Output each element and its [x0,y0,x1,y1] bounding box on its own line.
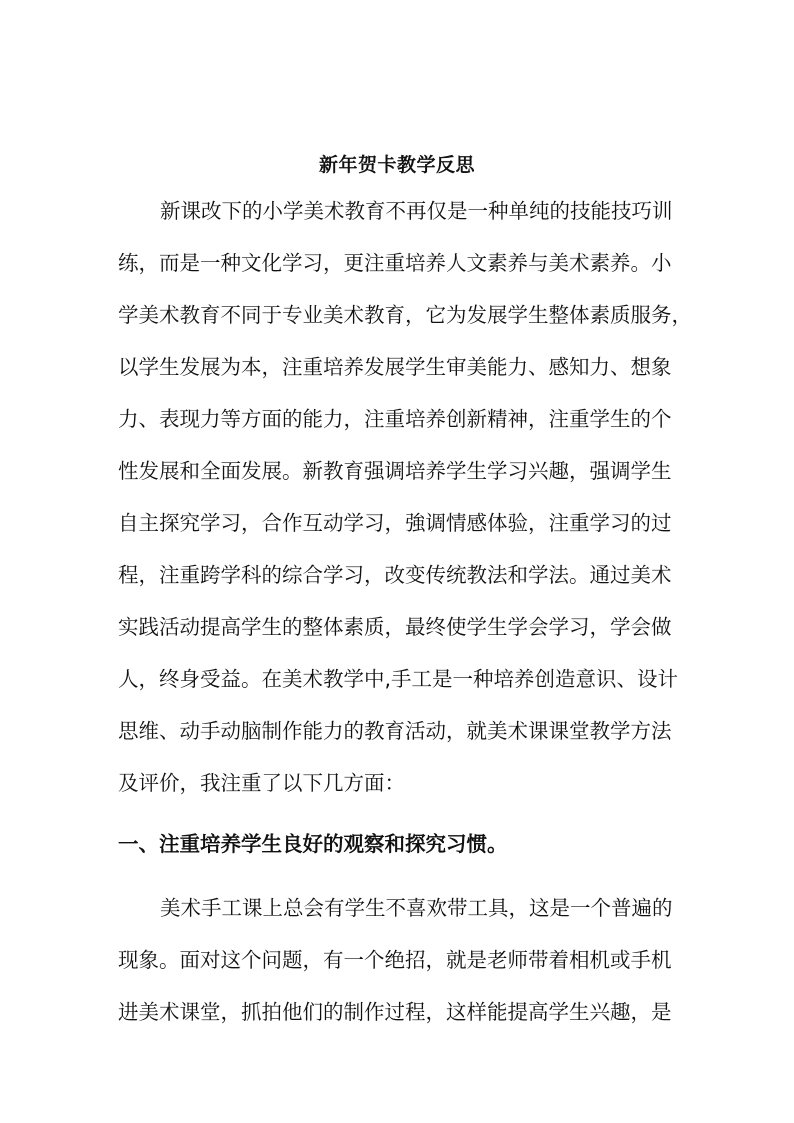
section-heading: 一、注重培养学生良好的观察和探究习惯。 [118,832,508,856]
paragraph-line: 进美术课堂，抓拍他们的制作过程，这样能提高学生兴趣，是 [118,1000,672,1024]
paragraph-line: 人，终身受益。在美术教学中,手工是一种培养创造意识、设计 [118,667,679,691]
paragraph-line: 练，而是一种文化学习，更注重培养人文素养与美术素养。小 [118,251,672,275]
paragraph-line: 学美术教育不同于专业美术教育，它为发展学生整体素质服务， [118,303,692,327]
paragraph-line: 程，注重跨学科的综合学习，改变传统教法和学法。通过美术 [118,563,672,587]
paragraph-line: 以学生发展为本，注重培养发展学生审美能力、感知力、想象 [118,355,672,379]
paragraph-line: 实践活动提高学生的整体素质，最终使学生学会学习，学会做 [118,615,672,639]
paragraph-line: 力、表现力等方面的能力，注重培养创新精神，注重学生的个 [118,407,672,431]
paragraph-line: 性发展和全面发展。新教育强调培养学生学习兴趣，强调学生 [118,459,672,483]
paragraph-line: 思维、动手动脑制作能力的教育活动，就美术课课堂教学方法 [118,719,672,743]
paragraph-line: 及评价，我注重了以下几方面： [118,771,405,795]
paragraph-line: 自主探究学习，合作互动学习，強调情感体验，注重学习的过 [118,511,672,535]
paragraph-line: 美术手工课上总会有学生不喜欢带工具，这是一个普遍的 [160,896,673,920]
paragraph-line: 现象。面对这个问题，有一个绝招，就是老师带着相机或手机 [118,948,672,972]
document-title: 新年贺卡教学反思 [318,154,475,176]
paragraph-line: 新课改下的小学美术教育不再仅是一种单纯的技能技巧训 [160,199,673,223]
